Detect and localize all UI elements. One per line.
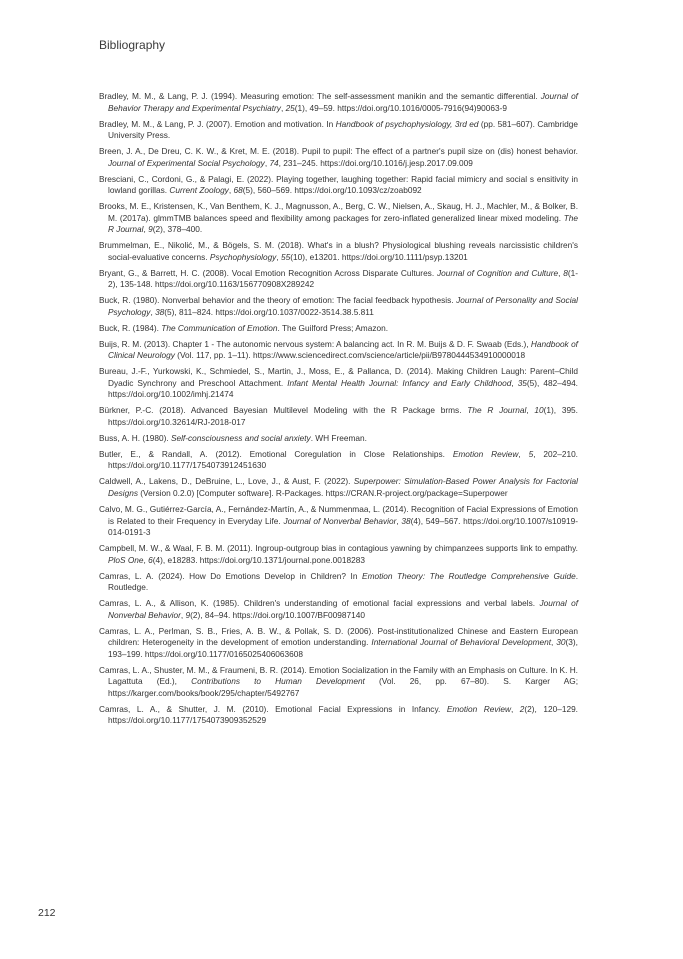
reference-details: . Routledge. (108, 570, 578, 593)
reference-authors-title: Camras, L. A., Perlman, S. B., Fries, A. B. W., & Pollak, S. D. (2006). Post-institutionalized Chinese and Eastern European children: Heterogeneity in the development of emotion understanding. (99, 625, 578, 648)
reference-entry (99, 240, 578, 263)
reference-volume: 2 (519, 703, 525, 714)
reference-details: (2), 84–94. https://doi.org/10.1007/BF00987140 (190, 609, 365, 620)
reference-entry (99, 323, 578, 335)
reference-source: Journal of Nonverbal Behavior (283, 515, 397, 526)
reference-entry (99, 626, 578, 661)
reference-authors-title: Bürkner, P.-C. (2018). Advanced Bayesian Multilevel Modeling with the R Package brms. (99, 405, 468, 416)
reference-source: Self-consciousness and social anxiety (170, 432, 311, 443)
reference-source: Handbook of Clinical Neurology (108, 338, 578, 361)
reference-entry (99, 704, 578, 727)
reference-separator: , (150, 306, 156, 317)
reference-authors-title: Butler, E., & Randall, A. (2012). Emotional Coregulation in Close Relationships. (99, 448, 453, 459)
reference-source: Handbook of psychophysiology, 3rd ed (335, 118, 479, 129)
reference-volume: 9 (148, 224, 153, 235)
reference-details: (4), e18283. https://doi.org/10.1371/journal.pone.0018283 (152, 554, 365, 565)
reference-authors-title: Campbell, M. W., & Waal, F. B. M. (2011). Ingroup-outgroup bias in contagious yawning by chimpanzees supports link to empathy. (99, 543, 578, 554)
reference-volume: 68 (233, 185, 243, 196)
reference-details: (10), e13201. https://doi.org/10.1111/psyp.13201 (290, 251, 468, 262)
reference-volume: 55 (280, 251, 291, 262)
reference-entry (99, 201, 578, 236)
reference-source: Journal of Nonverbal Behavior (108, 598, 578, 620)
reference-source: Journal of Behavior Therapy and Experimental Psychiatry (108, 91, 578, 113)
reference-authors-title: Camras, L. A. (2024). How Do Emotions Develop in Children? In (99, 570, 363, 581)
reference-source: Emotion Review (452, 448, 519, 459)
reference-details: (4), 549–567. https://doi.org/10.1007/s10919-014-0191-3 (108, 515, 578, 538)
reference-entry (99, 449, 578, 472)
reference-separator: , (510, 703, 520, 714)
reference-details: (Vol. 117, pp. 1–11). https://www.sciencedirect.com/science/article/pii/B9780444534910000018 (174, 350, 526, 361)
reference-entry (99, 476, 578, 499)
reference-authors-title: Buck, R. (1980). Nonverbal behavior and the theory of emotion: The facial feedback hypothesis. (99, 295, 457, 306)
reference-details: . WH Freeman. (310, 432, 367, 443)
reference-details: (Version 0.2.0) [Computer software]. R-Packages. https://CRAN.R-project.org/package=Superpower (137, 487, 508, 498)
reference-details: (3), 193–199. https://doi.org/10.1177/0165025406063608 (108, 637, 578, 659)
reference-authors-title: Caldwell, A., Lakens, D., DeBruine, L., Love, J., & Aust, F. (2022). (99, 476, 354, 487)
reference-details: . The Guilford Press; Amazon. (277, 322, 389, 333)
reference-details: , 231–245. https://doi.org/10.1016/j.jesp.2017.09.009 (278, 157, 473, 168)
reference-source: Journal of Experimental Social Psychology (108, 157, 265, 168)
reference-separator: , (276, 251, 281, 262)
page-number: 212 (38, 907, 56, 919)
reference-entry (99, 295, 578, 318)
reference-entry (99, 405, 578, 428)
reference-entry (99, 665, 578, 700)
reference-separator: , (180, 609, 186, 620)
reference-separator: , (143, 224, 149, 235)
reference-source: The Communication of Emotion (161, 322, 278, 333)
reference-separator: , (264, 157, 270, 168)
reference-source: The R Journal (108, 212, 578, 235)
reference-separator: , (228, 185, 234, 196)
reference-details: (2), 378–400. (152, 224, 203, 235)
reference-source: Current Zoology (169, 185, 229, 196)
reference-authors-title: Camras, L. A., & Allison, K. (1985). Children's understanding of emotional facial expressions and verbal labels. (99, 598, 540, 609)
reference-source: Emotion Review (446, 703, 511, 714)
reference-entry (99, 146, 578, 169)
reference-volume: 25 (285, 102, 295, 113)
reference-volume: 9 (185, 609, 191, 620)
reference-entry (99, 339, 578, 362)
reference-source: Superpower: Simulation-Based Power Analysis for Factorial Designs (108, 476, 578, 498)
reference-volume: 30 (556, 637, 566, 648)
reference-details: (1), 49–59. https://doi.org/10.1016/0005-7916(94)90063-9 (294, 102, 507, 113)
reference-details: (5), 482–494. https://doi.org/10.1002/imhj.21474 (108, 377, 578, 400)
reference-list (99, 91, 578, 731)
reference-separator: , (511, 377, 518, 388)
reference-source: Infant Mental Health Journal: Infancy and Early Childhood (287, 377, 512, 388)
reference-authors-title: Buck, R. (1984). (99, 322, 162, 333)
reference-details: (Vol. 26, pp. 67–80). S. Karger AG; https://karger.com/books/book/295/chapter/5492767 (108, 676, 579, 698)
reference-authors-title: Bryant, G., & Barrett, H. C. (2008). Vocal Emotion Recognition Across Disparate Cultures. (99, 267, 437, 278)
reference-entry (99, 91, 578, 114)
reference-separator: , (396, 515, 402, 526)
reference-volume: 6 (148, 554, 153, 565)
reference-entry (99, 504, 578, 539)
reference-details: (2), 120–129. https://doi.org/10.1177/1754073909352529 (108, 703, 578, 726)
reference-volume: 8 (563, 267, 568, 278)
reference-entry (99, 571, 578, 594)
reference-source: PloS One (108, 554, 144, 565)
reference-authors-title: Bradley, M. M., & Lang, P. J. (1994). Measuring emotion: The self-assessment manikin and the semantic differential. (99, 91, 541, 101)
reference-source: Psychophysiology (209, 251, 277, 262)
reference-entry (99, 119, 578, 142)
reference-separator: , (558, 267, 564, 278)
reference-volume: 35 (517, 377, 527, 388)
reference-entry (99, 433, 578, 445)
reference-details: , 202–210. https://doi.org/10.1177/1754073912451630 (108, 448, 578, 471)
reference-separator: , (143, 554, 149, 565)
reference-volume: 38 (155, 306, 165, 317)
reference-authors-title: Bureau, J.-F., Yurkowski, K., Schmiedel, S., Martin, J., Moss, E., & Pallanca, D. (2014). Making Children Laugh: Parent–Child Dyadic Synchrony and Preschool Attachment. (99, 366, 578, 388)
reference-authors-title: Brummelman, E., Nikolić, M., & Bögels, S. M. (2018). What's in a blush? Physiological blushing reveals narcissistic children's social-evaluative concerns. (99, 240, 578, 262)
reference-separator: , (551, 637, 557, 648)
reference-separator: , (518, 448, 529, 459)
reference-source: The R Journal (467, 405, 527, 416)
reference-details: (1), 395. https://doi.org/10.32614/RJ-2018-017 (108, 405, 578, 427)
reference-details: (pp. 581–607). Cambridge University Press. (108, 118, 578, 141)
reference-entry (99, 598, 578, 621)
reference-entry (99, 543, 578, 566)
reference-authors-title: Calvo, M. G., Gutiérrez-García, A., Fernández-Martín, A., & Nummenmaa, L. (2014). Recognition of Facial Expressions of Emotion is Related to their Frequency in Everyday Life. (99, 503, 578, 526)
reference-source: Contributions to Human Development (191, 676, 365, 687)
reference-authors-title: Buijs, R. M. (2013). Chapter 1 - The autonomic nervous system: A balancing act. In R. M. Buijs & D. F. Swaab (Eds.), (99, 338, 531, 349)
reference-volume: 38 (401, 515, 411, 526)
reference-separator: , (526, 405, 535, 416)
reference-entry (99, 366, 578, 401)
reference-authors-title: Brooks, M. E., Kristensen, K., Van Benthem, K. J., Magnusson, A., Berg, C. W., Nielsen, A., Skaug, H. J., Machler, M., & Bolker, B. M. (2017a). glmmTMB balances speed and flexibility among packages for zero-inflated generalized linear mixed modeling. (99, 201, 578, 223)
reference-separator: , (280, 102, 286, 113)
reference-authors-title: Camras, L. A., & Shutter, J. M. (2010). Emotional Facial Expressions in Infancy. (99, 703, 447, 714)
reference-details: (5), 560–569. https://doi.org/10.1093/cz/zoab092 (242, 185, 422, 196)
reference-authors-title: Bradley, M. M., & Lang, P. J. (2007). Emotion and motivation. In (99, 118, 336, 129)
reference-volume: 74 (269, 157, 279, 168)
reference-source: International Journal of Behavioral Development (371, 637, 552, 648)
reference-source: Emotion Theory: The Routledge Comprehensive Guide (362, 570, 576, 581)
reference-source: Journal of Cognition and Culture (436, 267, 559, 278)
reference-entry (99, 174, 578, 197)
reference-source: Journal of Personality and Social Psychology (108, 295, 578, 317)
reference-authors-title: Camras, L. A., Shuster, M. M., & Fraumeni, B. R. (2014). Emotion Socialization in the Family with an Emphasis on Culture. In K. H. Lagattuta (Ed.), (99, 664, 578, 687)
reference-authors-title: Buss, A. H. (1980). (99, 432, 171, 443)
reference-details: (5), 811–824. https://doi.org/10.1037/0022-3514.38.5.811 (164, 306, 374, 317)
reference-volume: 5 (528, 448, 534, 459)
reference-authors-title: Bresciani, C., Cordoni, G., & Palagi, E. (2022). Playing together, laughing together: Rapid facial mimicry and social s ensitivity in lowland gorillas. (99, 173, 578, 196)
reference-details: (1-2), 135-148. https://doi.org/10.1163/156770908X289242 (108, 267, 578, 290)
reference-authors-title: Breen, J. A., De Dreu, C. K. W., & Kret, M. E. (2018). Pupil to pupil: The effect of a partner's pupil size on (dis) honest behavior. (99, 146, 578, 157)
reference-entry (99, 268, 578, 291)
running-header: Bibliography (99, 38, 166, 52)
reference-volume: 10 (534, 405, 544, 416)
